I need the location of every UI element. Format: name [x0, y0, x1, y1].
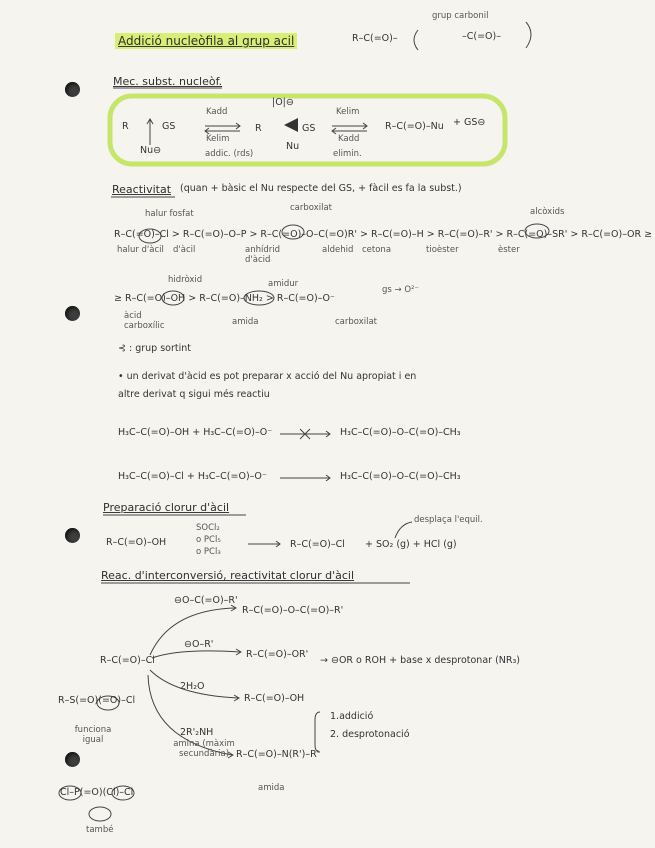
mech-nucleophile: Nu⊖: [140, 145, 162, 156]
bracket: [315, 712, 320, 752]
carbonyl-formula: –C(=O)–: [462, 31, 501, 42]
note-arrow: [395, 522, 412, 538]
branch-2-product: R–C(=O)–OR': [246, 649, 309, 660]
label-fosfat-acil: d'àcil: [173, 245, 196, 255]
phosphoryl-chloride: Cl–P(=O)(Cl)–Cl: [60, 787, 134, 798]
branch-2-reagent: ⊖O–R': [184, 639, 214, 650]
interconversion-heading: Reac. d'interconversió, reactivitat clorur d'àcil: [101, 569, 355, 582]
label-hidroxid: hidròxid: [168, 275, 203, 285]
branch-1-product: R–C(=O)–O–C(=O)–R': [242, 605, 344, 616]
k-add-label: Kadd: [338, 134, 360, 144]
label-halur-fosfat: halur fosfat: [145, 209, 194, 219]
mech-intermediate-gs: GS: [302, 123, 316, 134]
reaction-1-left: H₃C–C(=O)–OH + H₃C–C(=O)–O⁻: [118, 427, 273, 438]
derivative-note-line1: • un derivat d'àcid es pot preparar x acció del Nu apropiat i en: [118, 371, 417, 382]
reactivity-series-1: R–C(=O)–Cl > R–C(=O)–O–P > R–C(=O)–O–C(=O)R' > R–C(=O)–H > R–C(=O)–R' > R–C(=O)–SR' > R–C(=O)–OR ≥: [114, 229, 653, 240]
reactivity-note: (quan + bàsic el Nu respecte del GS, + fàcil es fa la subst.): [180, 183, 462, 194]
k-elim-label: Kelim: [336, 107, 360, 117]
addition-label: addic. (rds): [205, 149, 254, 159]
derivative-note-line2: altre derivat q sigui més reactiu: [118, 389, 270, 400]
mech-product: R–C(=O)–Nu: [385, 121, 444, 132]
equilibrium-arrow: [332, 123, 367, 134]
label-amidur: amidur: [268, 279, 299, 289]
k-add-label: Kadd: [206, 107, 228, 117]
label-halur-acil: halur d'àcil: [117, 245, 164, 255]
branch-3-reagent: 2H₂O: [180, 681, 205, 692]
step-1: 1.addició: [330, 711, 374, 722]
label-ester: èster: [498, 245, 520, 255]
leaving-group-anion: + GS⊖: [453, 117, 486, 128]
label-gs-o2: gs → O²⁻: [382, 285, 419, 295]
reactivity-heading: Reactivitat: [112, 183, 172, 196]
label-anhidrid: anhídrid d'àcid: [245, 245, 280, 265]
phosphoryl-note: també: [86, 825, 114, 835]
mech-gs: GS: [162, 121, 176, 132]
label-aldehid: aldehid: [322, 245, 354, 255]
prep-product: R–C(=O)–Cl: [290, 539, 345, 550]
branch-4-reagent-note: amina (màxim secundària): [173, 739, 235, 759]
sulfonyl-chloride: R–S(=O)(=O)–Cl: [58, 695, 136, 706]
reaction-1-right: H₃C–C(=O)–O–C(=O)–CH₃: [340, 427, 461, 438]
mech-intermediate-nu: Nu: [286, 141, 300, 152]
label-carboxilat-top: carboxilat: [290, 203, 333, 213]
label-tioester: tioèster: [426, 245, 459, 255]
prep-reagent-3: o PCl₃: [196, 547, 221, 557]
label-carboxilat: carboxilat: [335, 317, 378, 327]
label-acid-carboxilic: àcid carboxílic: [124, 311, 165, 331]
reaction-2-left: H₃C–C(=O)–Cl + H₃C–C(=O)–O⁻: [118, 471, 267, 482]
label-cetona: cetona: [362, 245, 392, 255]
label-alcoxids: alcòxids: [530, 207, 565, 217]
prep-reagent-2: o PCl₅: [196, 535, 221, 545]
prep-reactant: R–C(=O)–OH: [106, 537, 167, 548]
mech-intermediate-r: R: [255, 123, 262, 134]
equilibrium-arrow: [205, 123, 240, 134]
carbonyl-note: grup carbonil: [432, 11, 489, 21]
label-amida: amida: [232, 317, 259, 327]
page-title: Addició nucleòfila al grup acil: [115, 35, 297, 49]
reactivity-series-2: ≥ R–C(=O)–OH > R–C(=O)–NH₂ > R–C(=O)–O⁻: [114, 293, 335, 304]
wedge-bond: [284, 118, 298, 132]
step-2: 2. desprotonació: [330, 729, 410, 740]
k-elim-label: Kelim: [206, 134, 230, 144]
elimination-label: elimin.: [333, 149, 362, 159]
branch-4-product: R–C(=O)–N(R')–R': [236, 749, 320, 760]
intermediate-oxygen: |O|⊖: [272, 97, 294, 108]
title-formula: R–C(=O)–: [352, 33, 398, 44]
reaction-2-right: H₃C–C(=O)–O–C(=O)–CH₃: [340, 471, 461, 482]
mechanism-heading: Mec. subst. nucleòf.: [113, 75, 223, 88]
interconversion-start: R–C(=O)–Cl: [100, 655, 155, 666]
branch-1-reagent: ⊖O–C(=O)–R': [174, 595, 238, 606]
branch-arrow: [152, 651, 240, 658]
prep-heading: Preparació clorur d'àcil: [103, 501, 230, 514]
branch-2-note: → ⊖OR o ROH + base x desprotonar (NR₃): [320, 655, 520, 666]
prep-reagent-1: SOCl₂: [196, 523, 220, 533]
prep-note: desplaça l'equil.: [414, 515, 483, 525]
leaving-group-legend: ⊰ : grup sortint: [118, 343, 191, 354]
branch-4-product-label: amida: [258, 783, 285, 793]
sulfonyl-note: funciona igual: [74, 725, 112, 745]
prep-byproducts: + SO₂ (g) + HCl (g): [365, 539, 457, 550]
mech-reactant-r: R: [122, 121, 129, 132]
branch-3-product: R–C(=O)–OH: [244, 693, 305, 704]
branch-4-reagent: 2R'₂NH: [180, 727, 214, 738]
